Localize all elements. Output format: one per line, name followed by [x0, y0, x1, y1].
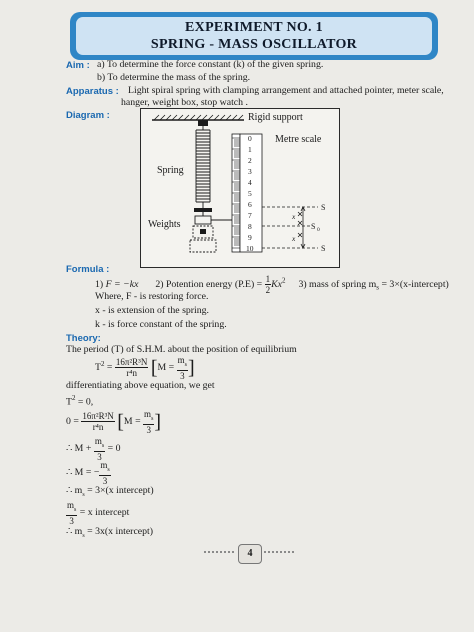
step-5-sub: s — [82, 532, 85, 539]
spring-clamp — [198, 120, 208, 126]
t2-zero-equation — [66, 394, 93, 407]
formula-1-F: F — [105, 278, 112, 290]
aim-b-text: b) To determine the mass of the spring. — [97, 72, 251, 83]
step-1-pre: ∴ M + — [66, 443, 94, 455]
formula-2-sup: 2 — [282, 276, 286, 285]
s0-subscript: 0 — [317, 227, 320, 233]
scale-tick-0: 0 — [248, 134, 252, 143]
period-equation: $T^2$ = $\frac{\text{16π²R³N}}{\text{r⁴n}}$ [M = $\frac{m_s}{3}$ ] — [95, 355, 195, 381]
x-lower-label: x — [292, 234, 296, 243]
scale-tick-8: 8 — [248, 222, 252, 231]
apparatus-line1: Light spiral spring with clamping arrangement and attached pointer, meter scale, — [128, 85, 444, 96]
differentiating-text: differentiating above equation, we get — [66, 380, 215, 391]
theory-intro: The period (T) of S.H.M. about the position of equilibrium — [66, 344, 297, 355]
period-den: r⁴n — [126, 368, 137, 379]
step-1-num: m — [94, 436, 102, 446]
step-2 — [66, 460, 111, 486]
formula-3-post: = 3×(x-intercept) — [379, 278, 449, 290]
scale-tick-5: 5 — [248, 189, 252, 198]
footer-dots-right — [264, 551, 294, 554]
formula-2-post: Kx — [271, 278, 283, 290]
step-3-post: = 3×(x intercept) — [84, 485, 154, 496]
scale-tick-4: 4 — [248, 178, 252, 187]
ms-den-2: 3 — [146, 424, 151, 435]
period-num: 16π²R³N — [115, 357, 148, 368]
apparatus-line2: hanger, weight box, stop watch . — [121, 97, 248, 108]
step-1-den: 3 — [97, 451, 102, 462]
step-3-sub: s — [82, 491, 85, 498]
hanger-top — [194, 208, 212, 212]
step-4-num: m — [67, 500, 75, 510]
scale-tick-7: 7 — [248, 211, 252, 220]
M-equals-2: M = — [123, 416, 144, 428]
title-banner — [70, 12, 438, 60]
T-symbol-2: T — [66, 396, 72, 408]
apparatus-label: Apparatus : — [66, 86, 119, 97]
ms-num-2: m — [144, 409, 152, 419]
aim-a-text: a) To determine the force constant (k) of the given spring. — [97, 59, 324, 70]
ms-den: 3 — [180, 370, 185, 381]
formula-1-prefix: 1) — [95, 278, 106, 290]
formula-1-rest: = −kx — [111, 278, 139, 290]
zero-equation: 0 = $\frac{\text{16π²R³N}}{\text{r⁴n}}$ [M = $\frac{m_s}{3}$ ] — [66, 409, 162, 435]
spring-mass-diagram — [140, 108, 340, 268]
ms-num: m — [177, 355, 185, 365]
step-3 — [66, 485, 154, 498]
T-sup-2: 2 — [71, 394, 76, 402]
x-upper-label: x — [292, 212, 296, 221]
s-bottom-label: S — [321, 244, 326, 253]
experiment-title: EXPERIMENT NO. 1 — [185, 20, 323, 35]
step-1 — [66, 436, 121, 462]
step-4-fraction — [66, 500, 77, 526]
formula-3: 3) mass of spring m — [298, 278, 377, 290]
formula-2-prefix: 2) Potention energy (P.E) = — [155, 278, 265, 290]
spring-label: Spring — [157, 165, 184, 176]
diagram-label: Diagram : — [66, 110, 110, 121]
theory-label: Theory: — [66, 333, 101, 344]
T-sup: 2 — [100, 359, 105, 368]
weights-label: Weights — [148, 219, 181, 230]
T-symbol: T — [95, 362, 101, 374]
zero-den: r⁴n — [92, 422, 104, 433]
M-equals: M = — [157, 362, 177, 374]
ms-sub: s — [184, 361, 187, 368]
step-4-sub: s — [74, 506, 77, 513]
ms-fraction-2 — [143, 409, 154, 435]
t2-zero: = 0, — [75, 396, 94, 408]
step-3-pre: ∴ m — [66, 485, 83, 496]
ms-fraction — [177, 355, 188, 381]
scale-tick-9: 9 — [248, 233, 252, 242]
k-definition: k - is force constant of the spring. — [95, 319, 227, 330]
step-2-pre: ∴ M = − — [66, 467, 100, 479]
x-definition: x - is extension of the spring. — [95, 305, 210, 316]
step-5 — [66, 526, 153, 539]
scale-tick-2: 2 — [248, 156, 252, 165]
step-1-sub: s — [101, 442, 105, 449]
formula-3-sub: s — [376, 283, 379, 292]
step-1-post: = 0 — [105, 443, 121, 455]
metre-scale-label: Metre scale — [275, 134, 322, 145]
formula-2-den: 2 — [265, 285, 271, 295]
scale-tick-3: 3 — [248, 167, 252, 176]
step-2-num: m — [100, 460, 108, 470]
formula-2-num: 1 — [265, 274, 271, 284]
rigid-support-label: Rigid support — [248, 112, 303, 123]
formula-label: Formula : — [66, 264, 110, 275]
page-number: 4 — [238, 544, 262, 564]
step-2-sub: s — [107, 466, 110, 473]
step-2-den: 3 — [102, 475, 108, 486]
step-5-pre: ∴ m — [66, 526, 83, 537]
zero-equals: 0 = — [66, 416, 82, 428]
s0-label: S — [311, 222, 316, 231]
step-4-den: 3 — [69, 515, 74, 526]
title-banner-inner — [76, 17, 432, 55]
ms-sub-2: s — [151, 415, 154, 422]
step-1-fraction — [94, 436, 105, 462]
scale-tick-1: 1 — [248, 145, 252, 154]
s-top-label: S — [321, 203, 326, 212]
where-text: Where, F - is restoring force. — [95, 291, 209, 302]
aim-label: Aim : — [66, 60, 90, 71]
step-5-post: = 3x(x intercept) — [84, 526, 154, 537]
weight-2-core — [200, 229, 206, 234]
step-4 — [66, 500, 129, 526]
period-fraction — [115, 357, 148, 378]
zero-fraction — [81, 411, 114, 432]
scale-tick-6: 6 — [248, 200, 252, 209]
zero-num: 16π²R³N — [82, 411, 114, 422]
scale-tick-10: 10 — [246, 244, 254, 253]
footer-dots-left — [204, 551, 234, 554]
step-2-fraction — [99, 460, 110, 486]
experiment-subtitle: SPRING - MASS OSCILLATOR — [150, 37, 358, 52]
step-4-post: = x intercept — [77, 507, 130, 519]
